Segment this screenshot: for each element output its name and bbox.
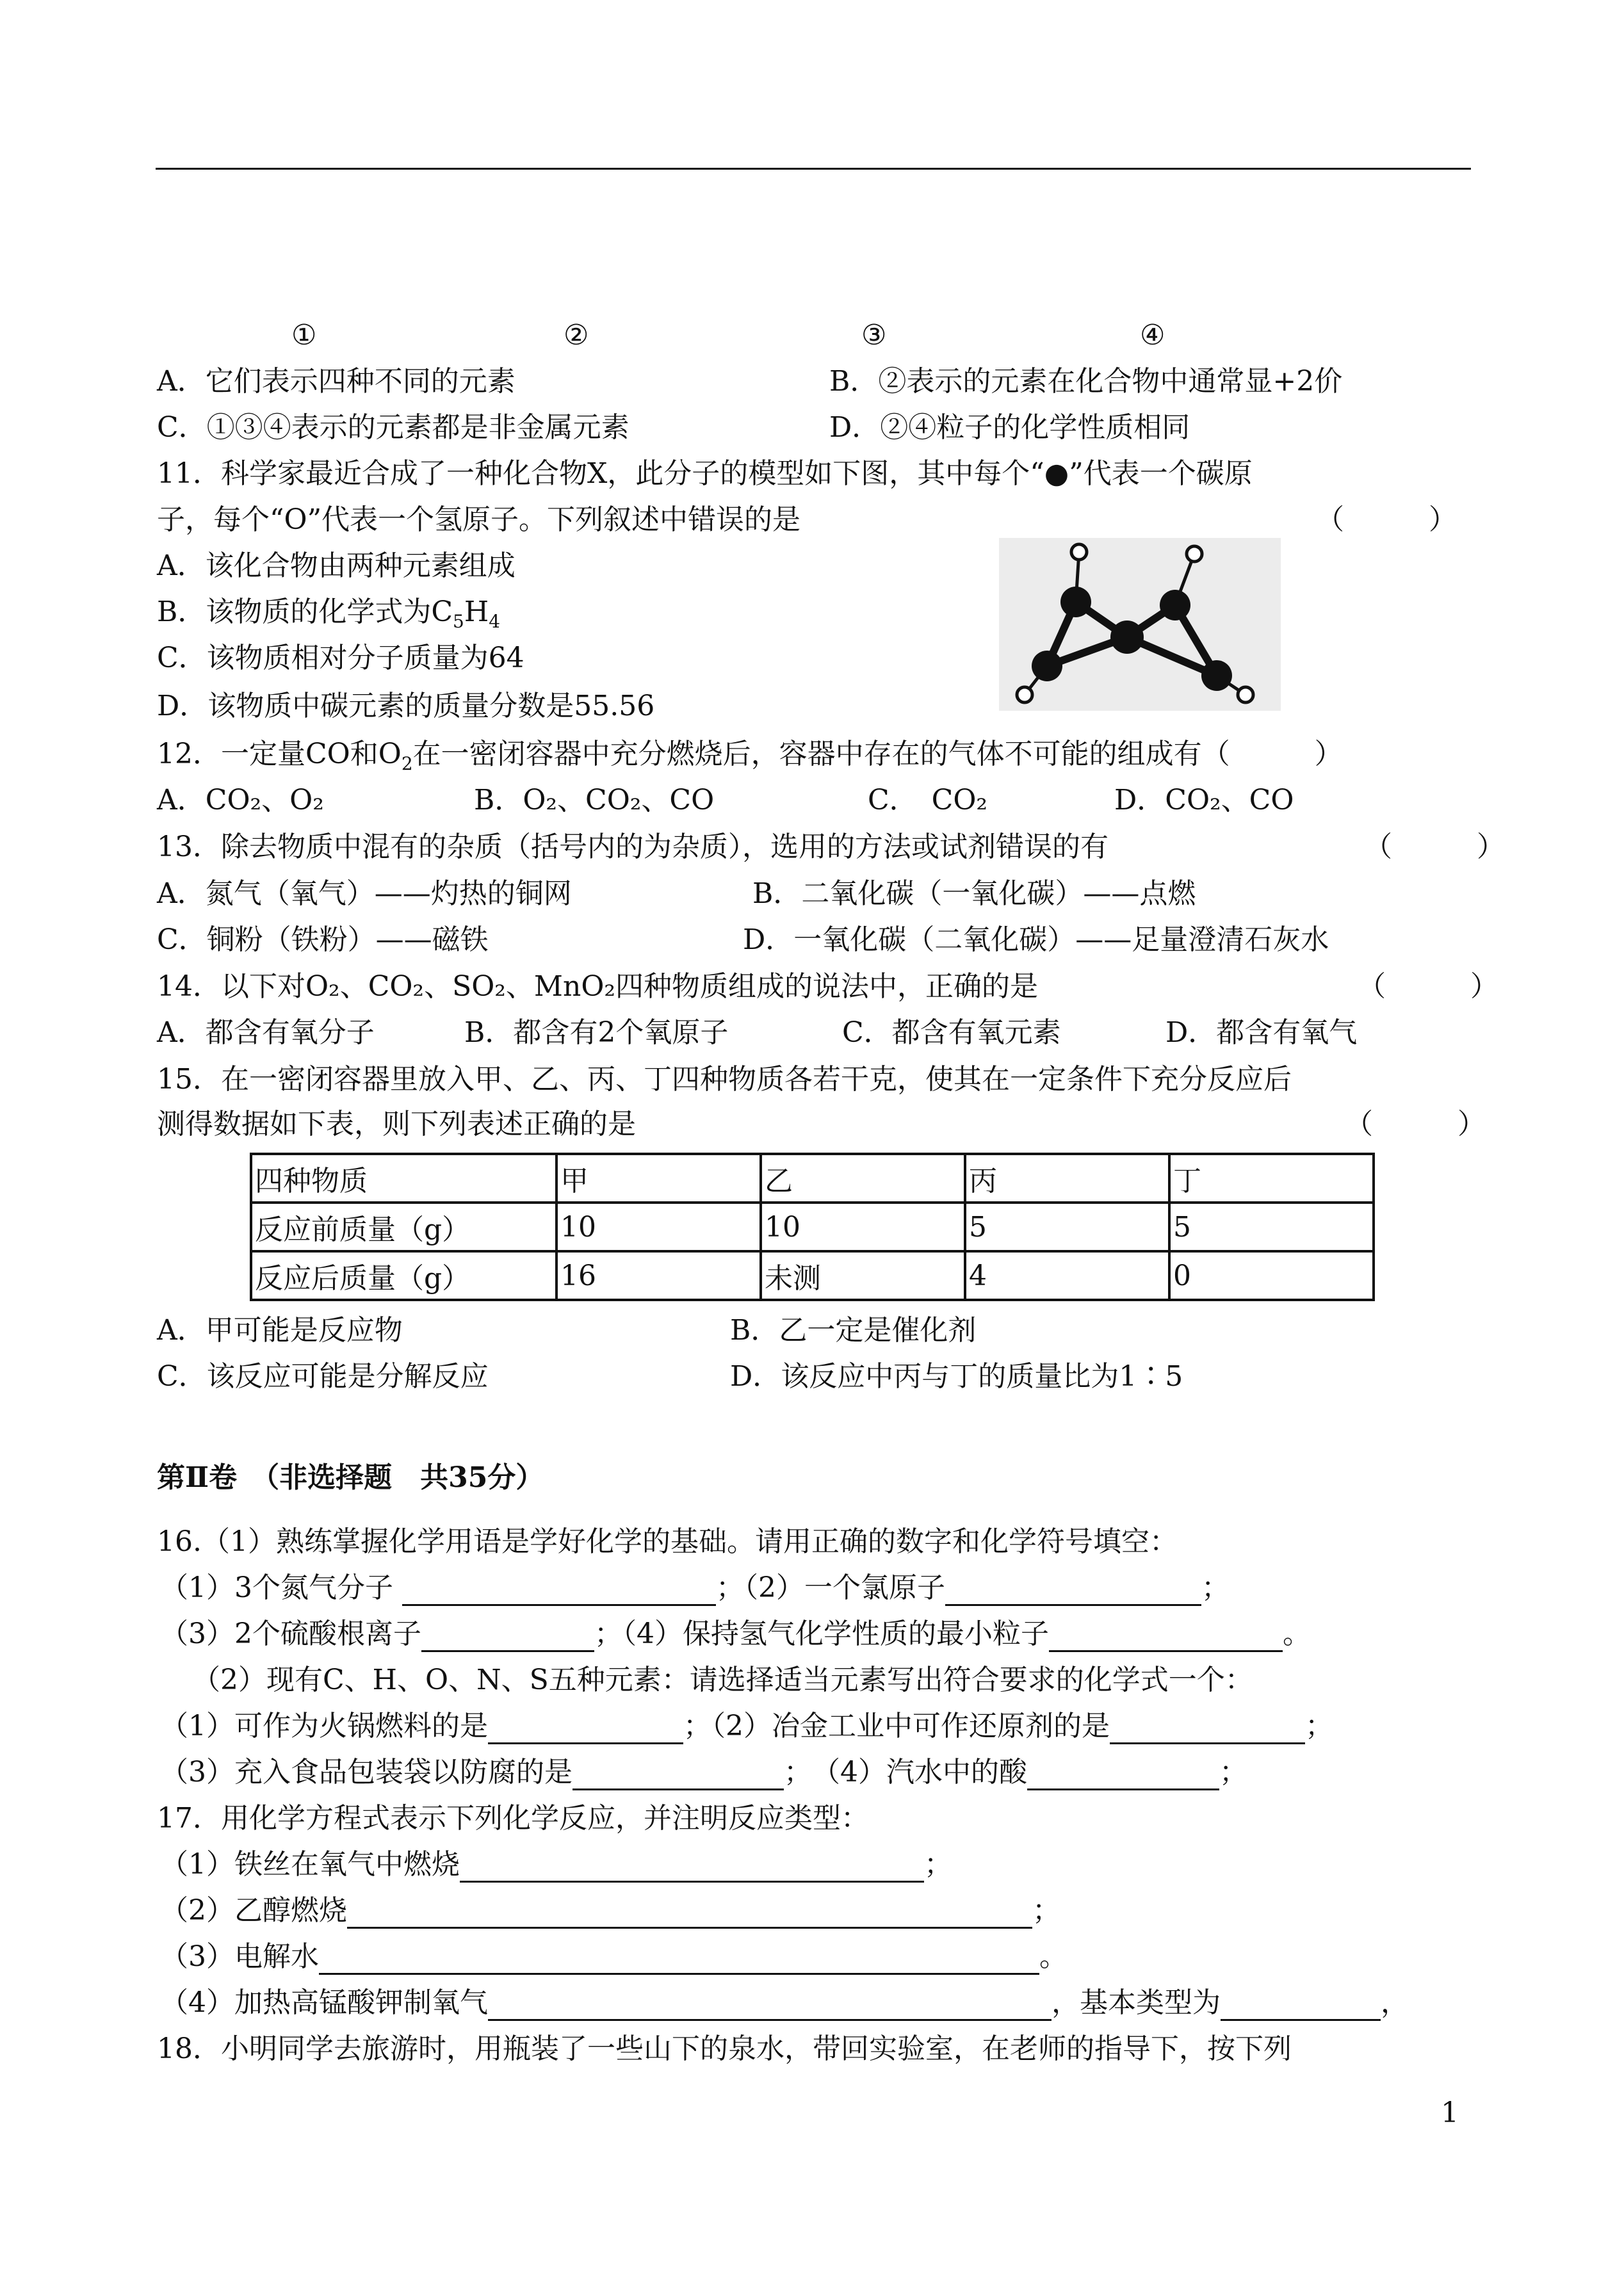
- q11-option-d: D．该物质中碳元素的质量分数是55.56: [157, 690, 655, 722]
- q17-line-2: （2）乙醇燃烧 ；: [160, 1893, 1060, 1929]
- q14-stem: 14．以下对O₂、CO₂、SO₂、MnO₂四种物质组成的说法中，正确的是: [157, 970, 1039, 1003]
- table-cell: 10: [556, 1203, 761, 1251]
- table-row: [251, 1154, 1374, 1203]
- q12-option-b: B．O₂、CO₂、CO: [474, 784, 715, 816]
- q17-line-4: （4）加热高锰酸钾制氧气 ，基本类型为 ，: [160, 1985, 1409, 2021]
- hydrogen-atom: [1187, 546, 1202, 562]
- q12-option-c: C． CO₂: [868, 784, 988, 816]
- q15-answer-paren: （ ）: [1345, 1108, 1486, 1140]
- answer-blank[interactable]: [1027, 1760, 1219, 1790]
- q11-stem-line1: 11．科学家最近合成了一种化合物X，此分子的模型如下图，其中每个“●”代表一个碳原: [157, 457, 1253, 490]
- q17-line-1: （1）铁丝在氧气中燃烧 ；: [160, 1847, 952, 1883]
- carbon-atom: [1060, 587, 1091, 617]
- q16-line-3: （1）可作为火锅燃料的是 ；（2）冶金工业中可作还原剂的是 ；: [160, 1708, 1333, 1744]
- answer-blank[interactable]: [1221, 1991, 1381, 2021]
- table-cell: 未测: [761, 1251, 965, 1300]
- answer-blank[interactable]: [347, 1899, 1032, 1929]
- q11-option-b: B．该物质的化学式为$C_5H_4$: [157, 596, 501, 632]
- page-number: 1: [1441, 2096, 1459, 2129]
- figure-label-4: ④: [1140, 319, 1165, 352]
- q13-answer-paren: （ ）: [1364, 831, 1505, 863]
- carbon-atom: [1160, 590, 1190, 620]
- q14-option-c: C．都含有氧元素: [842, 1016, 1061, 1049]
- carbon-atom: [1032, 651, 1062, 681]
- table-cell: 4: [965, 1251, 1169, 1300]
- q17-stem: 17．用化学方程式表示下列化学反应，并注明反应类型：: [157, 1802, 869, 1835]
- q16-line-4: （3）充入食品包装袋以防腐的是 ； （4）汽水中的酸 ；: [160, 1755, 1247, 1790]
- answer-blank[interactable]: [319, 1945, 1039, 1975]
- table-row: [251, 1203, 1374, 1251]
- q10-option-c: C．①③④表示的元素都是非金属元素: [157, 411, 629, 444]
- table-cell: 四种物质: [251, 1154, 556, 1203]
- table-cell: 5: [1169, 1203, 1374, 1251]
- carbon-atom: [1201, 660, 1232, 691]
- q18-stem: 18．小明同学去旅游时，用瓶装了一些山下的泉水，带回实验室，在老师的指导下，按下列: [157, 2032, 1292, 2065]
- q14-option-b: B．都含有2个氧原子: [464, 1016, 729, 1049]
- table-row: [251, 1251, 1374, 1300]
- answer-blank[interactable]: [460, 1853, 924, 1883]
- answer-blank[interactable]: [945, 1576, 1201, 1606]
- table-cell: 丁: [1169, 1154, 1374, 1203]
- q12-option-d: D．CO₂、CO: [1114, 784, 1294, 816]
- q10-option-a: A．它们表示四种不同的元素: [157, 365, 516, 398]
- carbon-atom: [1110, 620, 1144, 654]
- q11-answer-paren: （ ）: [1316, 503, 1457, 536]
- answer-blank[interactable]: [488, 1991, 1052, 2021]
- q11-option-c: C．该物质相对分子质量为64: [157, 642, 524, 674]
- q11-option-a: A．该化合物由两种元素组成: [157, 549, 516, 582]
- molecule-model-figure: [999, 538, 1281, 711]
- q16-line-2: （3）2个硫酸根离子 ；（4）保持氢气化学性质的最小粒子 。: [160, 1616, 1311, 1652]
- table-cell: 甲: [556, 1154, 761, 1203]
- hydrogen-atom: [1071, 544, 1087, 560]
- table-cell: 5: [965, 1203, 1169, 1251]
- q16-intro-2: （2）现有C、H、O、N、S五种元素：请选择适当元素写出符合要求的化学式一个：: [192, 1664, 1253, 1696]
- answer-blank[interactable]: [1049, 1622, 1283, 1652]
- q15-stem-line1: 15．在一密闭容器里放入甲、乙、丙、丁四种物质各若干克，使其在一定条件下充分反应后: [157, 1063, 1292, 1096]
- figure-label-1: ①: [291, 319, 317, 352]
- table-cell: 0: [1169, 1251, 1374, 1300]
- answer-blank[interactable]: [572, 1760, 784, 1790]
- q11-stem-line2: 子，每个“O”代表一个氢原子。下列叙述中错误的是: [157, 503, 801, 536]
- q15-option-c: C．该反应可能是分解反应: [157, 1360, 489, 1393]
- hydrogen-atom: [1238, 687, 1253, 702]
- table-cell: 乙: [761, 1154, 965, 1203]
- q13-option-c: C．铜粉（铁粉）——磁铁: [157, 923, 489, 956]
- q14-option-a: A．都含有氧分子: [157, 1016, 375, 1049]
- q16-line-1: （1）3个氮气分子 ；（2）一个氯原子 ；: [160, 1570, 1230, 1606]
- section-2-title: 第Ⅱ卷 （非选择题 共35分）: [157, 1461, 544, 1494]
- table-cell: 反应前质量（g）: [251, 1203, 556, 1251]
- figure-label-3: ③: [861, 319, 887, 352]
- hydrogen-atom: [1017, 687, 1032, 702]
- q14-answer-paren: （ ）: [1358, 970, 1498, 1003]
- q16-intro-1: 16.（1）熟练掌握化学用语是学好化学的基础。请用正确的数字和化学符号填空：: [157, 1525, 1178, 1558]
- q12-option-a: A．CO₂、O₂: [157, 784, 324, 816]
- q12-stem: 12．一定量CO和$O_2$在一密闭容器中充分燃烧后，容器中存在的气体不可能的组成有（ ）: [157, 738, 1343, 774]
- q15-option-d: D．该反应中丙与丁的质量比为1∶5: [730, 1360, 1183, 1393]
- q13-option-b: B．二氧化碳（一氧化碳）——点燃: [752, 877, 1196, 910]
- q15-data-table: [250, 1153, 1375, 1301]
- q13-option-a: A．氮气（氧气）——灼热的铜网: [157, 877, 572, 910]
- answer-blank[interactable]: [1110, 1714, 1305, 1744]
- q10-option-b: B．②表示的元素在化合物中通常显+2价: [829, 365, 1343, 398]
- q13-option-d: D．一氧化碳（二氧化碳）——足量澄清石灰水: [743, 923, 1329, 956]
- q10-option-d: D．②④粒子的化学性质相同: [829, 411, 1190, 444]
- table-cell: 10: [761, 1203, 965, 1251]
- q13-stem: 13．除去物质中混有的杂质（括号内的为杂质），选用的方法或试剂错误的有: [157, 831, 1108, 863]
- q15-option-b: B．乙一定是催化剂: [730, 1314, 977, 1347]
- table-cell: 反应后质量（g）: [251, 1251, 556, 1300]
- table-cell: 丙: [965, 1154, 1169, 1203]
- figure-label-2: ②: [564, 319, 589, 352]
- answer-blank[interactable]: [488, 1714, 683, 1744]
- q17-line-3: （3）电解水 。: [160, 1939, 1068, 1975]
- header-rule: [156, 168, 1471, 170]
- table-cell: 16: [556, 1251, 761, 1300]
- q14-option-d: D．都含有氧气: [1165, 1016, 1358, 1049]
- q15-stem-line2: 测得数据如下表，则下列表述正确的是: [157, 1108, 636, 1140]
- answer-blank[interactable]: [402, 1576, 716, 1606]
- answer-blank[interactable]: [421, 1622, 594, 1652]
- q15-option-a: A．甲可能是反应物: [157, 1314, 403, 1347]
